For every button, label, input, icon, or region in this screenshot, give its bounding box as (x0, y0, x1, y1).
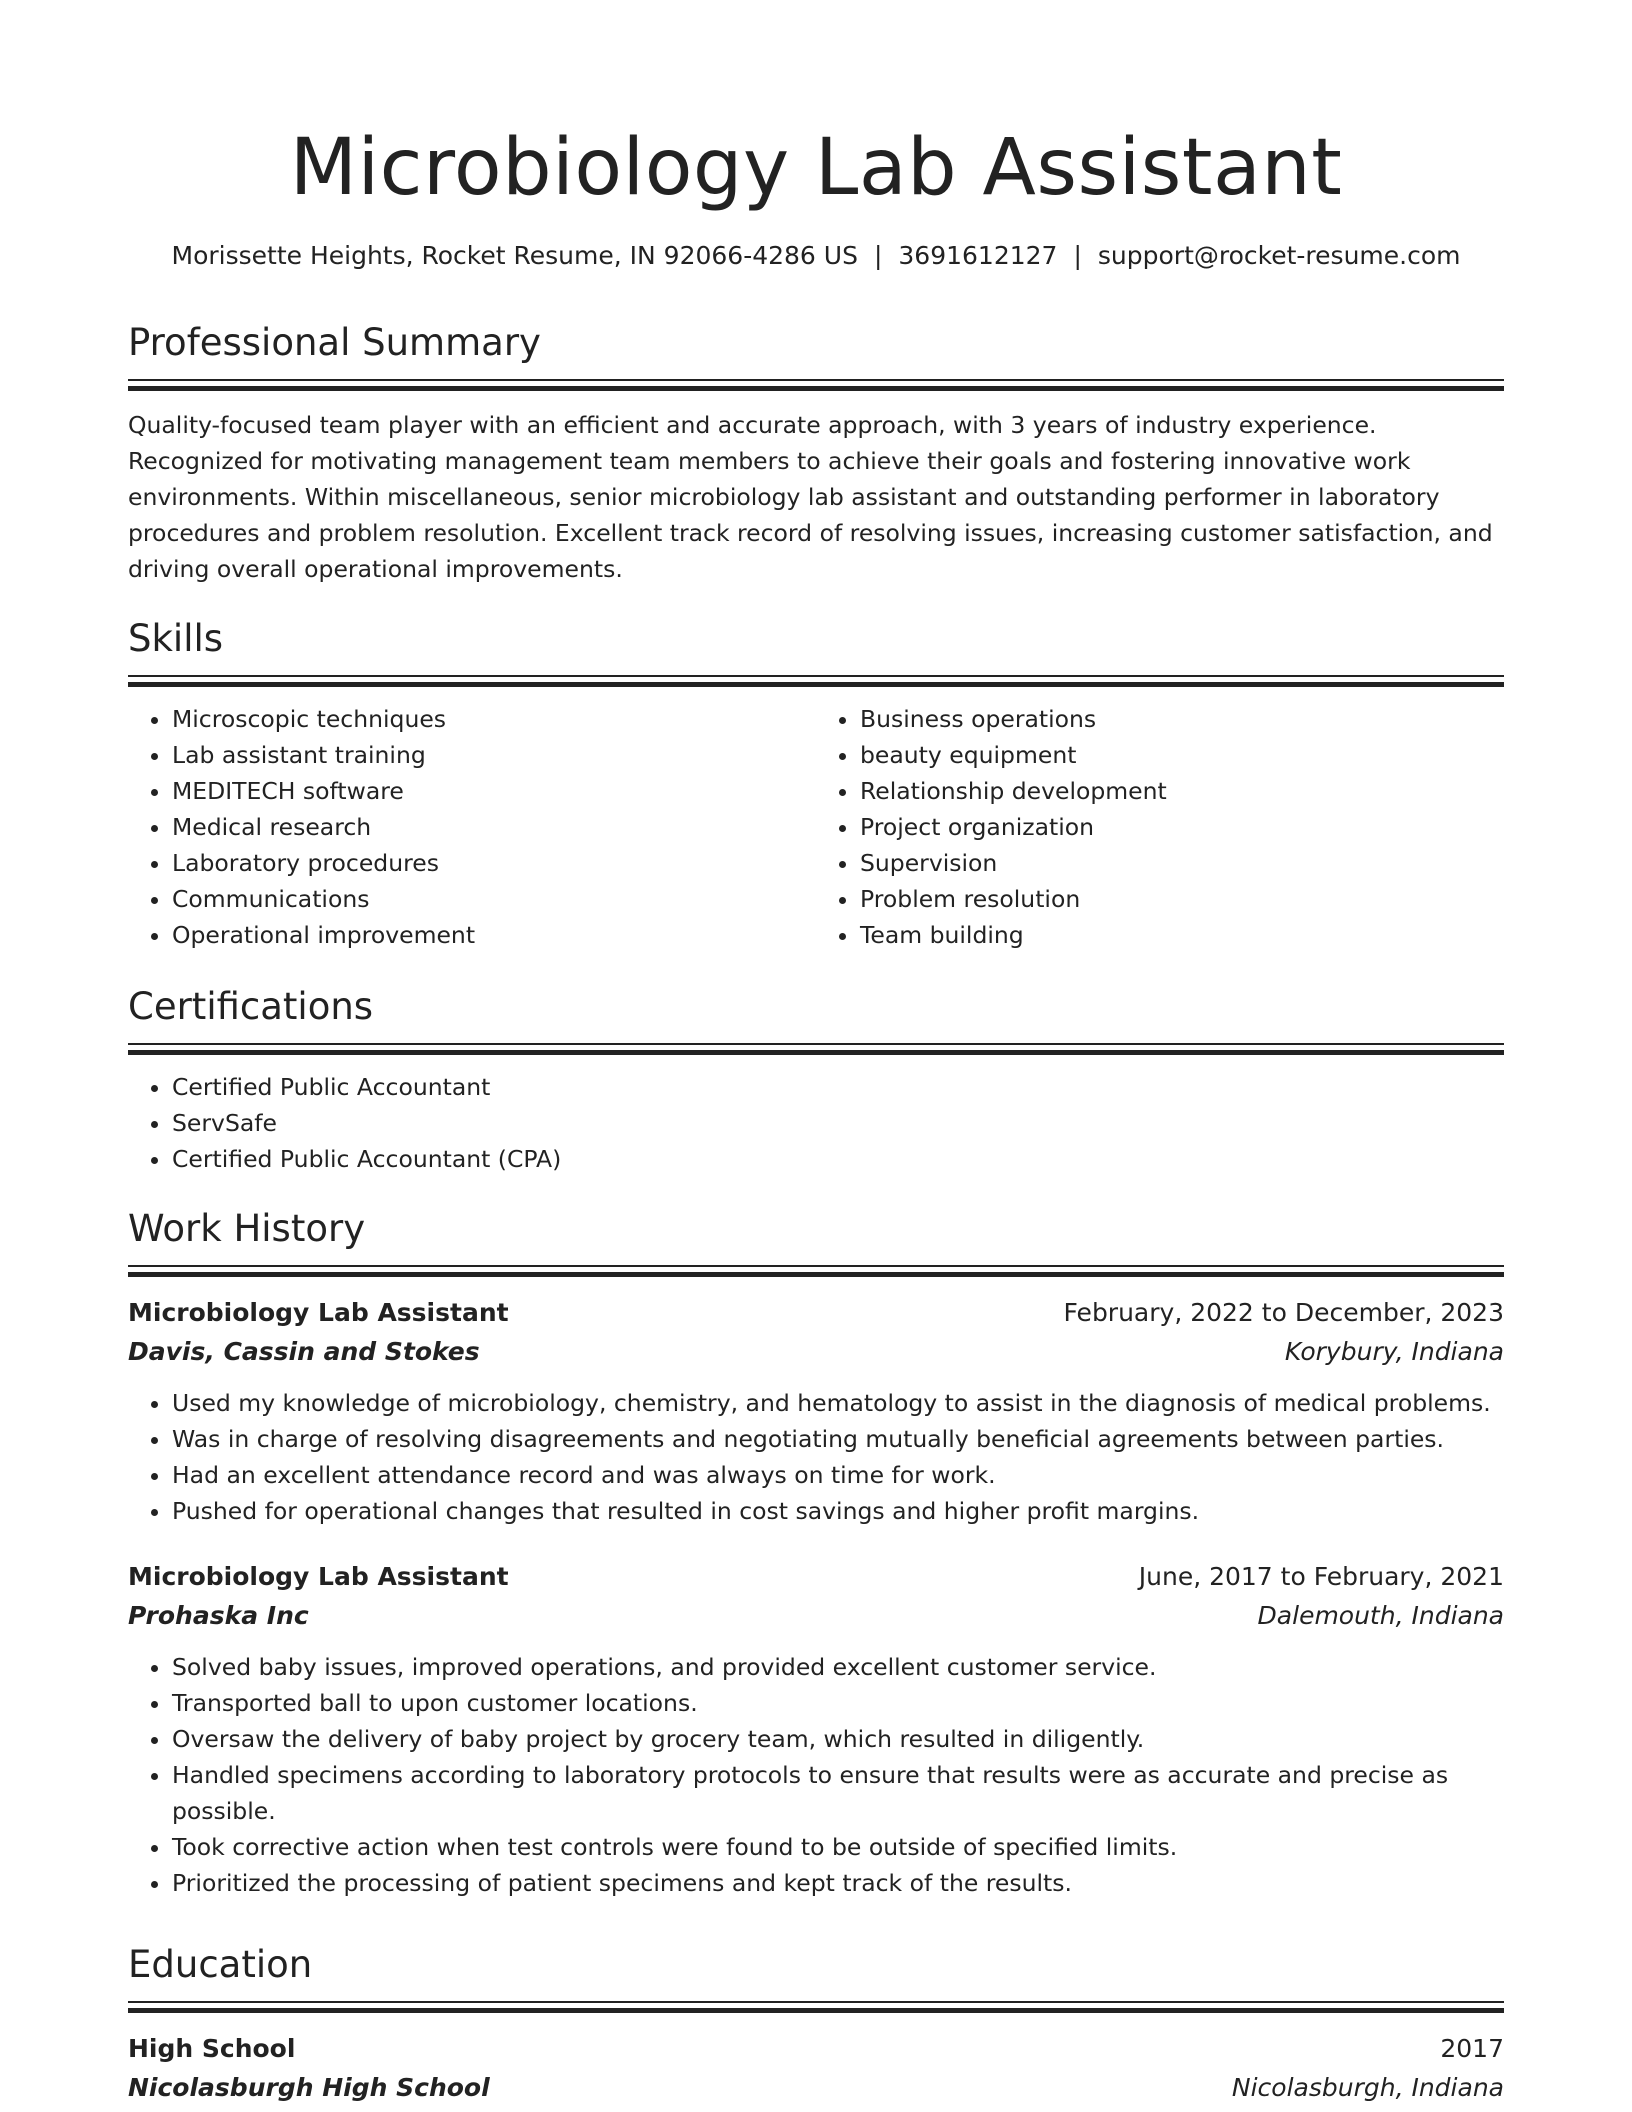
job-subheader (128, 1596, 1504, 1635)
section-divider (128, 675, 1504, 689)
certification-item: • ServSafe (172, 1105, 1504, 1141)
education-header (128, 2029, 1504, 2068)
skill-item: • Laboratory procedures (172, 845, 816, 881)
job-bullets (128, 1649, 1504, 1901)
job-company: Prohaska Inc (128, 1601, 309, 1630)
contact-email: support@rocket-resume.com (1097, 241, 1461, 270)
contact-phone: 3691612127 (898, 241, 1058, 270)
job-role: Microbiology Lab Assistant (128, 1298, 509, 1327)
skill-item: • beauty equipment (860, 737, 1504, 773)
job-role: Microbiology Lab Assistant (128, 1562, 509, 1591)
job-entry (128, 1293, 1504, 1529)
certification-item: • Certified Public Accountant (CPA) (172, 1141, 1504, 1177)
job-header (128, 1293, 1504, 1332)
job-bullets (128, 1385, 1504, 1529)
section-heading-work-history: Work History (128, 1207, 366, 1250)
work-history-section (128, 1204, 1504, 1901)
job-bullet: • Was in charge of resolving disagreements and negotiating mutually beneficial agreements between parties. (172, 1421, 1504, 1457)
job-location: Korybury, Indiana (1284, 1337, 1504, 1366)
contact-separator: | (873, 241, 883, 270)
skills-section (128, 614, 1504, 953)
skill-item: • Problem resolution (860, 881, 1504, 917)
education-entry (128, 2029, 1504, 2107)
contact-separator: | (1073, 241, 1082, 270)
job-bullet: • Oversaw the delivery of baby project by grocery team, which resulted in diligently. (172, 1721, 1504, 1757)
section-heading-skills: Skills (128, 617, 224, 660)
job-location: Dalemouth, Indiana (1257, 1601, 1504, 1630)
summary-text: Quality-focused team player with an efficient and accurate approach, with 3 years of industry experience. Recognized for motivating management team members to achieve their goals and fostering innovative work environments. Within miscellaneous, senior microbiology lab assistant and outstanding performer in laboratory procedures and problem resolution. Excellent track record of resolving issues, increasing customer satisfaction, and driving overall operational improvements. (128, 411, 1493, 583)
job-dates: June, 2017 to February, 2021 (1138, 1562, 1504, 1591)
summary-section (128, 318, 1504, 587)
section-divider (128, 1043, 1504, 1057)
contact-line (128, 238, 1504, 274)
job-bullet: • Used my knowledge of microbiology, chemistry, and hematology to assist in the diagnosis of medical problems. (172, 1385, 1504, 1421)
section-divider (128, 2001, 1504, 2015)
education-section (128, 1940, 1504, 2107)
section-heading-education: Education (128, 1943, 313, 1986)
job-bullet: • Had an excellent attendance record and was always on time for work. (172, 1457, 1504, 1493)
education-school: Nicolasburgh High School (128, 2073, 490, 2102)
job-company: Davis, Cassin and Stokes (128, 1337, 480, 1366)
job-header (128, 1557, 1504, 1596)
job-bullet: • Transported ball to upon customer locations. (172, 1685, 1504, 1721)
resume-title: Microbiology Lab Assistant (289, 123, 1343, 213)
job-bullet: • Solved baby issues, improved operations, and provided excellent customer service. (172, 1649, 1504, 1685)
job-subheader (128, 1332, 1504, 1371)
certifications-list (128, 1069, 1504, 1177)
skills-list-right (816, 701, 1504, 953)
job-dates: February, 2022 to December, 2023 (1063, 1298, 1504, 1327)
section-divider (128, 1265, 1504, 1279)
skill-item: • Microscopic techniques (172, 701, 816, 737)
education-location: Nicolasburgh, Indiana (1231, 2073, 1504, 2102)
job-entry (128, 1557, 1504, 1901)
skill-item: • MEDITECH software (172, 773, 816, 809)
education-subheader (128, 2068, 1504, 2107)
contact-address: Morissette Heights, Rocket Resume, IN 92066-4286 US (171, 241, 858, 270)
education-year: 2017 (1440, 2034, 1504, 2063)
certifications-section (128, 982, 1504, 1177)
section-heading-summary: Professional Summary (128, 321, 541, 364)
section-divider (128, 379, 1504, 393)
skills-columns (128, 701, 1504, 953)
skill-item: • Operational improvement (172, 917, 816, 953)
skills-list-left (128, 701, 816, 953)
skill-item: • Supervision (860, 845, 1504, 881)
skill-item: • Business operations (860, 701, 1504, 737)
job-bullet: • Handled specimens according to laboratory protocols to ensure that results were as accurate and precise as possible. (172, 1757, 1504, 1829)
skill-item: • Communications (172, 881, 816, 917)
skill-item: • Relationship development (860, 773, 1504, 809)
skill-item: • Team building (860, 917, 1504, 953)
education-degree: High School (128, 2034, 296, 2063)
job-bullet: • Prioritized the processing of patient specimens and kept track of the results. (172, 1865, 1504, 1901)
section-heading-certifications: Certifications (128, 985, 374, 1028)
certification-item: • Certified Public Accountant (172, 1069, 1504, 1105)
skill-item: • Lab assistant training (172, 737, 816, 773)
skill-item: • Medical research (172, 809, 816, 845)
job-bullet: • Pushed for operational changes that resulted in cost savings and higher profit margins. (172, 1493, 1504, 1529)
skill-item: • Project organization (860, 809, 1504, 845)
job-bullet: • Took corrective action when test controls were found to be outside of specified limits. (172, 1829, 1504, 1865)
